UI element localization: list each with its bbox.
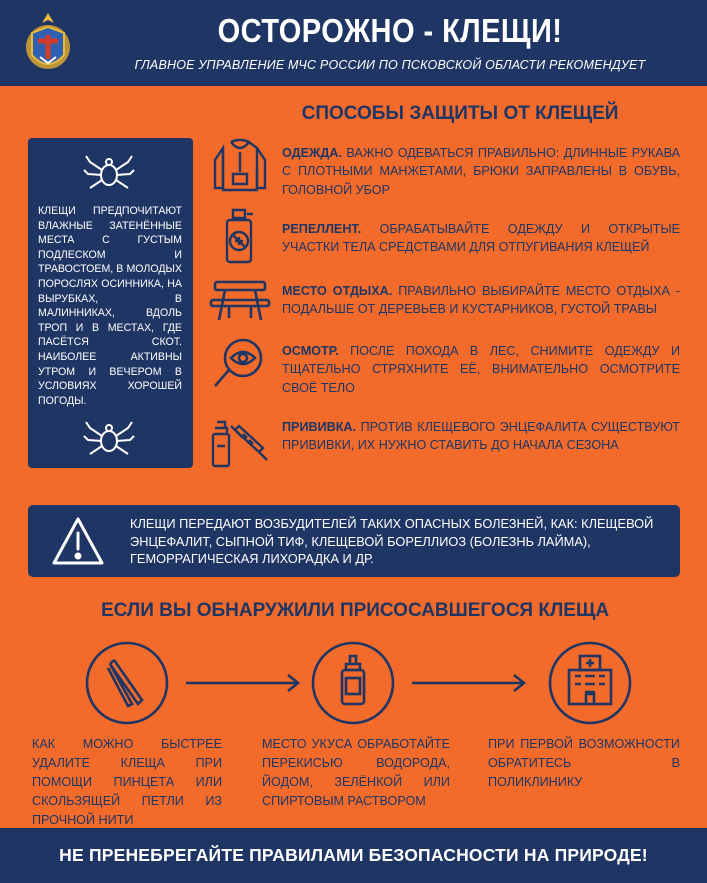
step-visit-clinic-text: ПРИ ПЕРВОЙ ВОЗМОЖНОСТИ ОБРАТИТЕСЬ В ПОЛИКЛИНИКУ bbox=[488, 737, 680, 789]
tick-icon bbox=[82, 148, 136, 194]
method-description: ВАЖНО ОДЕВАТЬСЯ ПРАВИЛЬНО: ДЛИННЫЕ РУКАВА С ПЛОТНЫМИ МАНЖЕТАМИ, БРЮКИ ЗАПРАВЛЕНЫ В ОБУВЬ, ГОЛОВНОЙ УБОР bbox=[282, 146, 680, 197]
antiseptic-bottle-icon bbox=[310, 640, 396, 726]
page-title: ОСТОРОЖНО - КЛЕЩИ! bbox=[217, 12, 563, 49]
method-heading: МЕСТО ОТДЫХА. bbox=[282, 284, 393, 298]
arrow-right-icon bbox=[184, 671, 304, 695]
spray-can-icon bbox=[209, 208, 271, 264]
tweezers-icon bbox=[84, 640, 170, 726]
method-heading: ПРИВИВКА. bbox=[282, 420, 357, 434]
method-inspection bbox=[282, 342, 680, 397]
page-subtitle: ГЛАВНОЕ УПРАВЛЕНИЕ МЧС РОССИИ ПО ПСКОВСКОЙ ОБЛАСТИ РЕКОМЕНДУЕТ bbox=[134, 58, 646, 72]
step-treat-bite-text: МЕСТО УКУСА ОБРАБОТАЙТЕ ПЕРЕКИСЬЮ ВОДОРОДА, ЙОДОМ, ЗЕЛЁНКОЙ ИЛИ СПИРТОВЫМ РАСТВОРОМ bbox=[262, 737, 450, 808]
method-clothing bbox=[282, 144, 680, 199]
footer-slogan: НЕ ПРЕНЕБРЕГАЙТЕ ПРАВИЛАМИ БЕЗОПАСНОСТИ НА ПРИРОДЕ! bbox=[59, 845, 648, 865]
tick-habitat-text: КЛЕЩИ ПРЕДПОЧИТАЮТ ВЛАЖНЫЕ ЗАТЕНЁННЫЕ МЕСТА С ГУСТЫМ ПОДЛЕСКОМ И ТРАВОСТОЕМ, В МОЛОДЫХ ПОРОСЛЯХ ОСИННИКА, НА ВЫРУБКАХ, В МАЛИННИКАХ, ВДОЛЬ ТРОП И В МЕСТАХ, ГДЕ ПАСЁТСЯ СКОТ. НАИБОЛЕЕ АКТИВНЫ УТРОМ И ВЕЧЕРОМ В УСЛОВИЯХ ХОРОШЕЙ ПОГОДЫ. bbox=[38, 205, 182, 407]
method-heading: ОСМОТР. bbox=[282, 344, 339, 358]
disease-warning-text: КЛЕЩИ ПЕРЕДАЮТ ВОЗБУДИТЕЛЕЙ ТАКИХ ОПАСНЫХ БОЛЕЗНЕЙ, КАК: КЛЕЩЕВОЙ ЭНЦЕФАЛИТ, СЫПНОЙ ТИФ, КЛЕЩЕВОЙ БОРЕЛЛИОЗ (БОЛЕЗНЬ ЛАЙМА), ГЕМОРРАГИЧЕСКАЯ ЛИХОРАДКА И ДР. bbox=[130, 516, 654, 566]
hoodie-icon bbox=[209, 138, 271, 194]
clinic-building-icon bbox=[547, 640, 633, 726]
method-heading: ОДЕЖДА. bbox=[282, 146, 342, 160]
method-repellent bbox=[282, 220, 680, 257]
protection-section-title: СПОСОБЫ ЗАЩИТЫ ОТ КЛЕЩЕЙ bbox=[301, 103, 619, 124]
picnic-table-icon bbox=[209, 272, 271, 328]
mchs-emblem-icon bbox=[24, 7, 72, 79]
syringe-vial-icon bbox=[209, 412, 271, 468]
method-description: ПРОТИВ КЛЕЩЕВОГО ЭНЦЕФАЛИТА СУЩЕСТВУЮТ ПРИВИВКИ, ИХ НУЖНО СТАВИТЬ ДО НАЧАЛА СЕЗОНА bbox=[282, 420, 680, 453]
warning-triangle-icon bbox=[50, 515, 106, 567]
method-vaccination bbox=[282, 418, 680, 455]
tick-icon bbox=[82, 414, 136, 460]
method-description: ОБРАБАТЫВАЙТЕ ОДЕЖДУ И ОТКРЫТЫЕ УЧАСТКИ ТЕЛА СРЕДСТВАМИ ДЛЯ ОТПУГИВАНИЯ КЛЕЩЕЙ bbox=[282, 222, 681, 255]
step-remove-tick-text: КАК МОЖНО БЫСТРЕЕ УДАЛИТЕ КЛЕЩА ПРИ ПОМОЩИ ПИНЦЕТА ИЛИ СКОЛЬЗЯЩЕЙ ПЕТЛИ ИЗ ПРОЧНОЙ НИТИ bbox=[32, 737, 222, 827]
method-rest-place bbox=[282, 282, 680, 319]
magnifier-eye-icon bbox=[209, 336, 271, 392]
method-heading: РЕПЕЛЛЕНТ. bbox=[282, 222, 362, 236]
found-tick-section-title: ЕСЛИ ВЫ ОБНАРУЖИЛИ ПРИСОСАВШЕГОСЯ КЛЕЩА bbox=[100, 600, 610, 621]
method-description: ПОСЛЕ ПОХОДА В ЛЕС, СНИМИТЕ ОДЕЖДУ И ТЩАТЕЛЬНО СТРЯХНИТЕ ЕЁ, ВНИМАТЕЛЬНО ОСМОТРИТЕ СВОЁ ТЕЛО bbox=[282, 344, 680, 395]
arrow-right-icon bbox=[410, 671, 530, 695]
method-description: ПРАВИЛЬНО ВЫБИРАЙТЕ МЕСТО ОТДЫХА - ПОДАЛЬШЕ ОТ ДЕРЕВЬЕВ И КУСТАРНИКОВ, ГУСТОЙ ТРАВЫ bbox=[282, 284, 680, 317]
